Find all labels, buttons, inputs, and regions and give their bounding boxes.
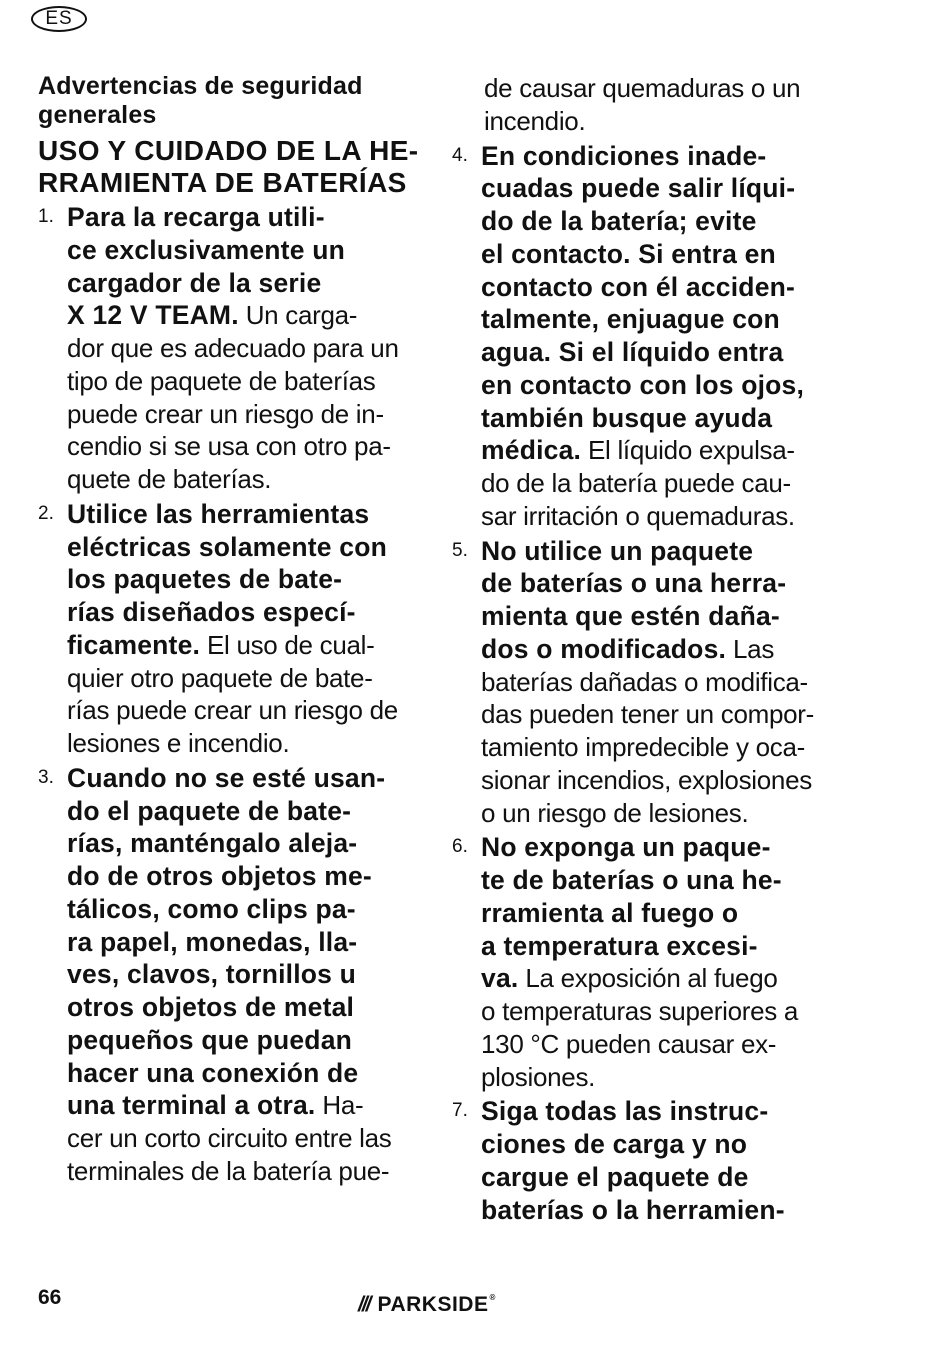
item-bold-line: do de otros objetos me-	[67, 861, 372, 891]
item-bold-line: do de la batería; evite	[481, 206, 757, 236]
item-bold-line: ra papel, monedas, lla-	[67, 926, 358, 957]
item-bold-line: ciones de carga y no	[481, 1129, 748, 1159]
item-bold-line: te de baterías o una he-	[481, 865, 782, 895]
item-normal-line: puede crear un riesgo de in-	[67, 398, 384, 429]
item-bold-line: tálicos, como clips pa-	[67, 893, 356, 924]
continuation-line: de causar quemaduras o un	[484, 73, 801, 103]
item-normal-line: quete de baterías.	[67, 464, 272, 494]
item-bold-line: X 12 V TEAM. Un carga-	[67, 300, 358, 331]
item-bold-line: No exponga un paque-	[481, 832, 771, 863]
section-subheading: generales	[38, 101, 157, 129]
item-bold-line: cargador de la serie	[67, 267, 322, 298]
item-normal-line: 130 °C pueden causar ex-	[481, 1028, 777, 1059]
item-bold-line: a temperatura excesi-	[481, 930, 758, 961]
item-bold-line: Para la recarga utili-	[67, 202, 325, 232]
item-bold-line: en contacto con los ojos,	[481, 369, 805, 400]
item-normal-line: o un riesgo de lesiones.	[481, 797, 749, 828]
item-normal-line: tamiento impredecible y oca-	[481, 732, 805, 762]
list-item-number: 6.	[452, 836, 468, 858]
item-normal-line: do de la batería puede cau-	[481, 468, 791, 498]
list-item-number: 3.	[38, 766, 54, 788]
item-normal-line: sionar incendios, explosiones	[481, 764, 812, 795]
section-subheading: Advertencias de seguridad	[38, 72, 363, 100]
item-bold-line: do el paquete de bate-	[67, 795, 352, 826]
item-bold-line: dos o modificados. Las	[481, 633, 775, 664]
item-normal-line: Las	[726, 633, 775, 664]
item-bold-line: talmente, enjuague con	[481, 304, 780, 335]
item-bold-line: cargue el paquete de	[481, 1161, 749, 1192]
item-bold-line: agua. Si el líquido entra	[481, 337, 784, 367]
continuation-line: incendio.	[484, 105, 586, 136]
item-bold-line: rías, manténgalo aleja-	[67, 828, 358, 859]
item-bold-line: rías diseñados especí-	[67, 597, 356, 627]
brand-registered-mark: ®	[489, 1293, 496, 1302]
item-normal-line: dor que es adecuado para un	[67, 333, 399, 363]
language-badge: ES	[31, 6, 87, 32]
item-bold-line: otros objetos de metal	[67, 992, 355, 1022]
item-bold-line: mienta que estén daña-	[481, 601, 780, 631]
item-bold-line: rramienta al fuego o	[481, 897, 739, 928]
list-item-number: 4.	[452, 144, 468, 166]
item-normal-line: Ha-	[315, 1090, 364, 1121]
item-normal-line: Un carga-	[238, 300, 358, 331]
item-bold-line: ce exclusivamente un	[67, 234, 345, 265]
item-normal-line: El líquido expulsa-	[581, 435, 795, 466]
item-bold-line: hacer una conexión de	[67, 1057, 359, 1088]
list-item-number: 5.	[452, 539, 468, 561]
item-bold-line: va. La exposición al fuego	[481, 963, 778, 994]
item-normal-line: rías puede crear un riesgo de	[67, 695, 398, 726]
item-bold-line: el contacto. Si entra en	[481, 238, 776, 269]
brand-slashes-icon: ///	[358, 1293, 370, 1316]
item-bold-line: ves, clavos, tornillos u	[67, 959, 357, 990]
item-normal-line: sar irritación o quemaduras.	[481, 500, 795, 531]
item-bold-line: también busque ayuda	[481, 402, 773, 433]
item-bold-line: médica. El líquido expulsa-	[481, 435, 795, 466]
item-bold-line: ficamente. El uso de cual-	[67, 629, 375, 660]
item-bold-line: una terminal a otra. Ha-	[67, 1090, 364, 1121]
brand-name: PARKSIDE	[377, 1293, 489, 1316]
item-bold-line: de baterías o una herra-	[481, 568, 787, 599]
section-heading: RRAMIENTA DE BATERÍAS	[38, 167, 407, 198]
item-normal-line: terminales de la batería pue-	[67, 1155, 390, 1186]
item-normal-line: El uso de cual-	[200, 629, 375, 660]
item-bold-line: cuadas puede salir líqui-	[481, 173, 796, 204]
page-number: 66	[38, 1286, 62, 1309]
item-normal-line: baterías dañadas o modifica-	[481, 666, 808, 697]
item-bold-line: No utilice un paquete	[481, 535, 754, 566]
item-bold-line: Utilice las herramientas	[67, 498, 370, 529]
item-bold-line: pequeños que puedan	[67, 1024, 353, 1055]
item-bold-line: baterías o la herramien-	[481, 1194, 785, 1225]
item-bold-line: los paquetes de bate-	[67, 564, 343, 595]
item-normal-line: lesiones e incendio.	[67, 728, 290, 758]
item-normal-line: tipo de paquete de baterías	[67, 365, 376, 396]
item-bold-line: En condiciones inade-	[481, 140, 767, 171]
section-heading: USO Y CUIDADO DE LA HE-	[38, 135, 419, 166]
item-normal-line: quier otro paquete de bate-	[67, 662, 373, 693]
item-normal-line: o temperaturas superiores a	[481, 996, 799, 1026]
brand-logo	[358, 1293, 496, 1317]
list-item-number: 7.	[452, 1100, 468, 1122]
item-bold-line: eléctricas solamente con	[67, 531, 388, 562]
item-normal-line: das pueden tener un compor-	[481, 699, 815, 730]
item-normal-line: cer un corto circuito entre las	[67, 1123, 392, 1153]
item-normal-line: plosiones.	[481, 1061, 596, 1092]
item-bold-line: Siga todas las instruc-	[481, 1096, 769, 1127]
item-normal-line: La exposición al fuego	[518, 963, 778, 994]
list-item-number: 2.	[38, 502, 54, 524]
item-normal-line: cendio si se usa con otro pa-	[67, 431, 391, 462]
list-item-number: 1.	[38, 206, 54, 227]
item-bold-line: Cuando no se esté usan-	[67, 762, 386, 793]
item-bold-line: contacto con él acciden-	[481, 271, 796, 302]
